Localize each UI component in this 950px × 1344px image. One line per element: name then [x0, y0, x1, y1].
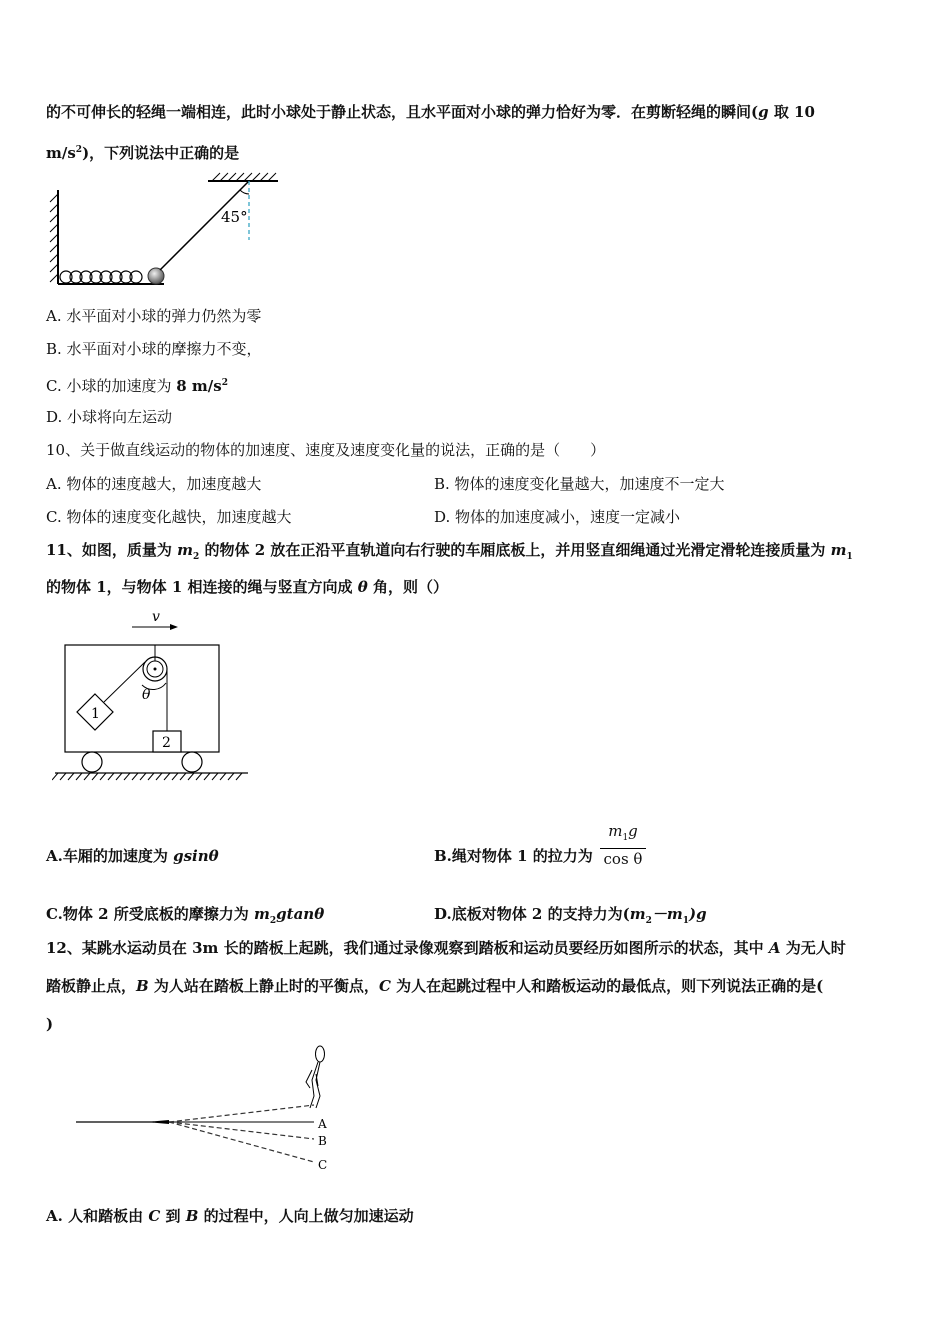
- stem-text: 的不可伸长的轻绳一端相连，此时小球处于静止状态，且水平面对小球的弹力恰好为零．在剪断轻绳的瞬间(: [46, 103, 759, 121]
- diver-figure: [306, 1046, 325, 1108]
- question-12-stem-line-1: [46, 938, 846, 958]
- point-a-label: A: [318, 1117, 327, 1131]
- m-symbol: m: [254, 905, 270, 923]
- option-expression: gtanθ: [276, 905, 325, 923]
- unit-exponent: 2: [221, 378, 228, 388]
- diving-board-figure: [74, 1040, 344, 1175]
- fraction-denominator: cos θ: [603, 850, 643, 868]
- question-11-stem-line-2: [46, 577, 448, 597]
- stem-text: 12、某跳水运动员在 3m 长的踏板上起跳，我们通过录像观察到踏板和运动员要经历如图所示的状态，其中: [46, 939, 769, 957]
- option-10d[interactable]: D. 物体的加速度减小，速度一定减小: [434, 508, 681, 526]
- option-text: C.物体 2 所受底板的摩擦力为: [46, 905, 255, 923]
- option-12a[interactable]: [46, 1206, 414, 1226]
- point-b-label: B: [318, 1134, 327, 1148]
- option-text: B.绳对物体 1 的拉力为: [434, 847, 593, 865]
- stem-text: 的物体 2 放在正沿平直轨道向右行驶的车厢底板上，并用竖直细绳通过光滑定滑轮连接质量为: [199, 541, 831, 559]
- stem-text: 的物体 1，与物体 1 相连接的绳与竖直方向成: [46, 578, 358, 596]
- option-text: 到: [160, 1207, 186, 1225]
- m2-subscript: 2: [192, 552, 200, 562]
- option-text: A. 人和踏板由: [46, 1207, 149, 1225]
- theta-label: θ: [142, 687, 151, 703]
- option-text: D.底板对物体 2 的支持力为(: [434, 905, 630, 923]
- point-c-label: C: [318, 1158, 328, 1172]
- question-10-stem: 10、关于做直线运动的物体的加速度、速度及速度变化量的说法，正确的是（ ）: [46, 441, 606, 459]
- stem-text: 为人站在踏板上静止时的平衡点，: [148, 977, 379, 995]
- m-subscript: 1: [682, 916, 689, 926]
- option-end: )g: [688, 905, 707, 923]
- m-symbol: m: [629, 905, 646, 923]
- spring-ball-figure: [44, 172, 284, 292]
- option-10c[interactable]: C. 物体的速度变化越快，加速度越大: [46, 508, 292, 526]
- point-a-symbol: A: [768, 939, 781, 957]
- m-subscript: 2: [645, 916, 652, 926]
- option-9d[interactable]: D. 小球将向左运动: [46, 408, 173, 426]
- option-11a[interactable]: [46, 846, 219, 866]
- stem-text: 为无人时: [780, 939, 846, 957]
- m1-subscript: 1: [846, 552, 853, 562]
- question-9-stem-line-1: [46, 102, 815, 122]
- option-9a[interactable]: A. 水平面对小球的弹力仍然为零: [46, 307, 262, 325]
- ball: [148, 268, 164, 284]
- option-10b[interactable]: B. 物体的速度变化量越大，加速度不一定大: [434, 475, 725, 493]
- stem-text: 踏板静止点，: [46, 977, 137, 995]
- point-c-symbol: C: [148, 1207, 161, 1225]
- block-1-label: 1: [91, 706, 100, 722]
- option-expression: gsinθ: [173, 847, 219, 865]
- stem-text: 11、如图，质量为: [46, 541, 178, 559]
- g-symbol: g: [758, 103, 769, 121]
- question-12-stem-line-3: ): [46, 1015, 54, 1033]
- question-9-stem-line-2: [46, 140, 239, 163]
- cart-pulley-figure: [52, 605, 257, 785]
- option-9c[interactable]: [46, 373, 228, 396]
- unit-text: m/s: [46, 144, 76, 162]
- option-text: C. 小球的加速度为: [46, 377, 177, 395]
- unit-exponent: 2: [75, 145, 83, 155]
- option-text: 的过程中，人向上做匀加速运动: [198, 1207, 414, 1225]
- option-10a[interactable]: A. 物体的速度越大，加速度越大: [46, 475, 262, 493]
- stem-text: 为人在起跳过程中人和踏板运动的最低点，则下列说法正确的是(: [390, 977, 824, 995]
- option-11b[interactable]: [434, 846, 593, 866]
- fraction-numerator-m: m: [608, 822, 623, 840]
- acceleration-value: 8 m/s: [176, 377, 222, 395]
- m-subscript: 2: [269, 916, 277, 926]
- tension-fraction: [600, 822, 646, 869]
- question-12-stem-line-2: [46, 976, 823, 996]
- m1-symbol: m: [830, 541, 847, 559]
- stem-text: 角，则（）: [367, 578, 449, 596]
- theta-symbol: θ: [357, 578, 368, 596]
- option-9b[interactable]: B. 水平面对小球的摩擦力不变，: [46, 340, 262, 358]
- angle-label: 45°: [221, 208, 248, 226]
- option-11d[interactable]: [434, 904, 707, 931]
- stem-text-end: 取 10: [768, 103, 815, 121]
- velocity-label: v: [152, 609, 160, 625]
- point-b-symbol: B: [136, 977, 149, 995]
- option-text: A.车厢的加速度为: [46, 847, 174, 865]
- stem-text: )，下列说法中正确的是: [82, 144, 240, 162]
- minus-m: －m: [651, 905, 683, 923]
- fraction-numerator-g: g: [628, 822, 638, 840]
- fraction-numerator-sub: 1: [622, 833, 629, 843]
- m2-symbol: m: [177, 541, 193, 559]
- option-11c[interactable]: [46, 904, 324, 931]
- point-c-symbol: C: [378, 977, 391, 995]
- question-11-stem-line-1: [46, 540, 853, 567]
- block-2-label: 2: [162, 735, 171, 751]
- point-b-symbol: B: [185, 1207, 199, 1225]
